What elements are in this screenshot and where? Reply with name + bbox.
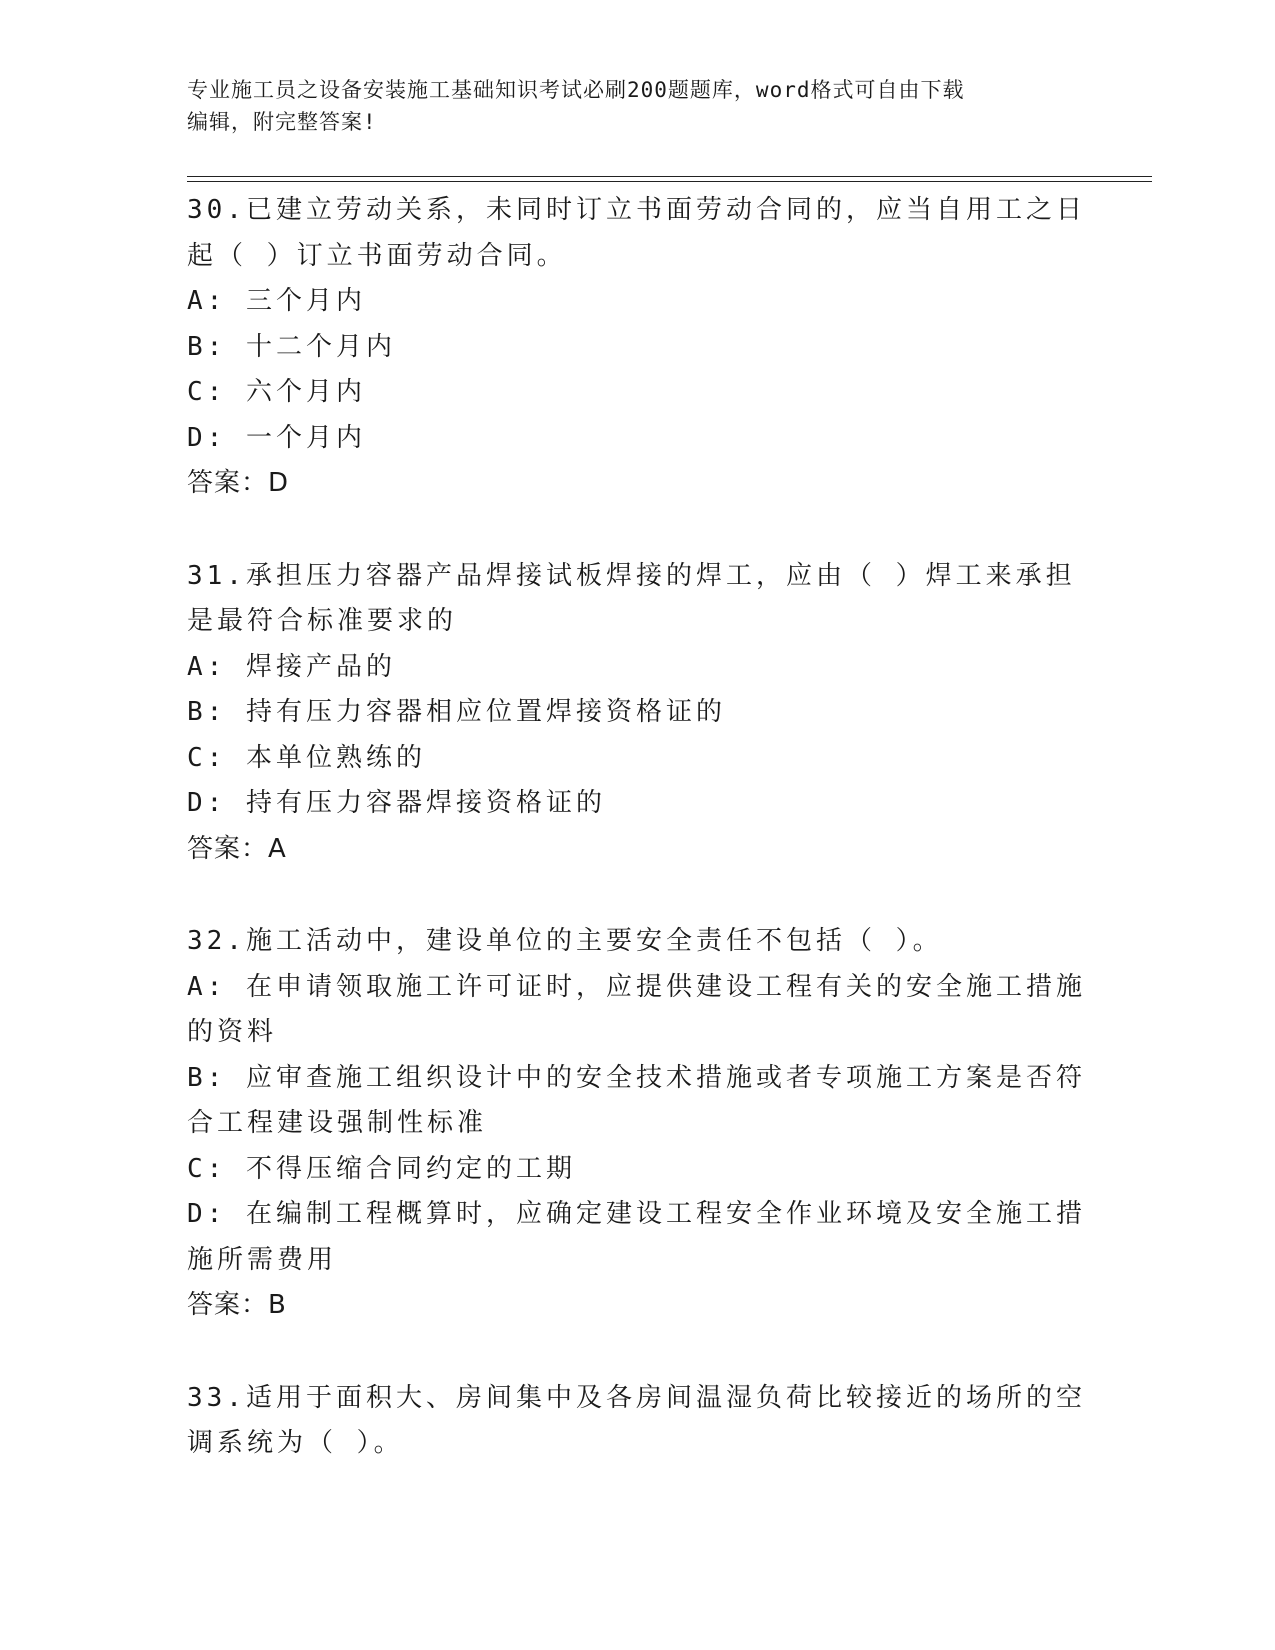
- question-text: 33.适用于面积大、房间集中及各房间温湿负荷比较接近的场所的空调系统为（ ）。: [187, 1382, 1086, 1458]
- header-divider-top: [187, 176, 1152, 177]
- question-32: [187, 919, 1087, 1329]
- question-text: 32.施工活动中，建设单位的主要安全责任不包括（ ）。: [187, 926, 943, 956]
- option-d: D: 在编制工程概算时，应确定建设工程安全作业环境及安全施工措施所需费用: [187, 1199, 1086, 1275]
- answer: 答案：B: [187, 1290, 287, 1320]
- answer: 答案：A: [187, 833, 287, 864]
- question-list: [187, 188, 1087, 1514]
- question-33: [187, 1376, 1087, 1467]
- question-text: 31.承担压力容器产品焊接试板焊接的焊工，应由（ ）焊工来承担是最符合标准要求的: [187, 560, 1076, 636]
- option-a: A: 三个月内: [187, 286, 366, 316]
- option-c: C: 本单位熟练的: [187, 742, 426, 773]
- question-30: [187, 188, 1087, 507]
- option-b: B: 持有压力容器相应位置焊接资格证的: [187, 697, 726, 727]
- header-line-1: 专业施工员之设备安装施工基础知识考试必刷200题题库，word格式可自由下载: [187, 78, 965, 102]
- option-a: A: 在申请领取施工许可证时，应提供建设工程有关的安全施工措施的资料: [187, 971, 1086, 1047]
- option-c: C: 不得压缩合同约定的工期: [187, 1153, 576, 1184]
- option-a: A: 焊接产品的: [187, 651, 396, 682]
- answer: 答案：D: [187, 468, 290, 498]
- option-d: D: 持有压力容器焊接资格证的: [187, 788, 606, 818]
- header-divider-bottom: [187, 181, 1152, 182]
- option-b: B: 十二个月内: [187, 331, 396, 362]
- option-d: D: 一个月内: [187, 422, 366, 453]
- option-c: C: 六个月内: [187, 377, 366, 407]
- question-text: 30.已建立劳动关系，未同时订立书面劳动合同的，应当自用工之日起（ ）订立书面劳动合同。: [187, 195, 1086, 271]
- option-b: B: 应审查施工组织设计中的安全技术措施或者专项施工方案是否符合工程建设强制性标准: [187, 1062, 1086, 1138]
- question-31: [187, 554, 1087, 873]
- header-line-2: 编辑，附完整答案!: [187, 110, 377, 134]
- document-header: [187, 74, 1067, 138]
